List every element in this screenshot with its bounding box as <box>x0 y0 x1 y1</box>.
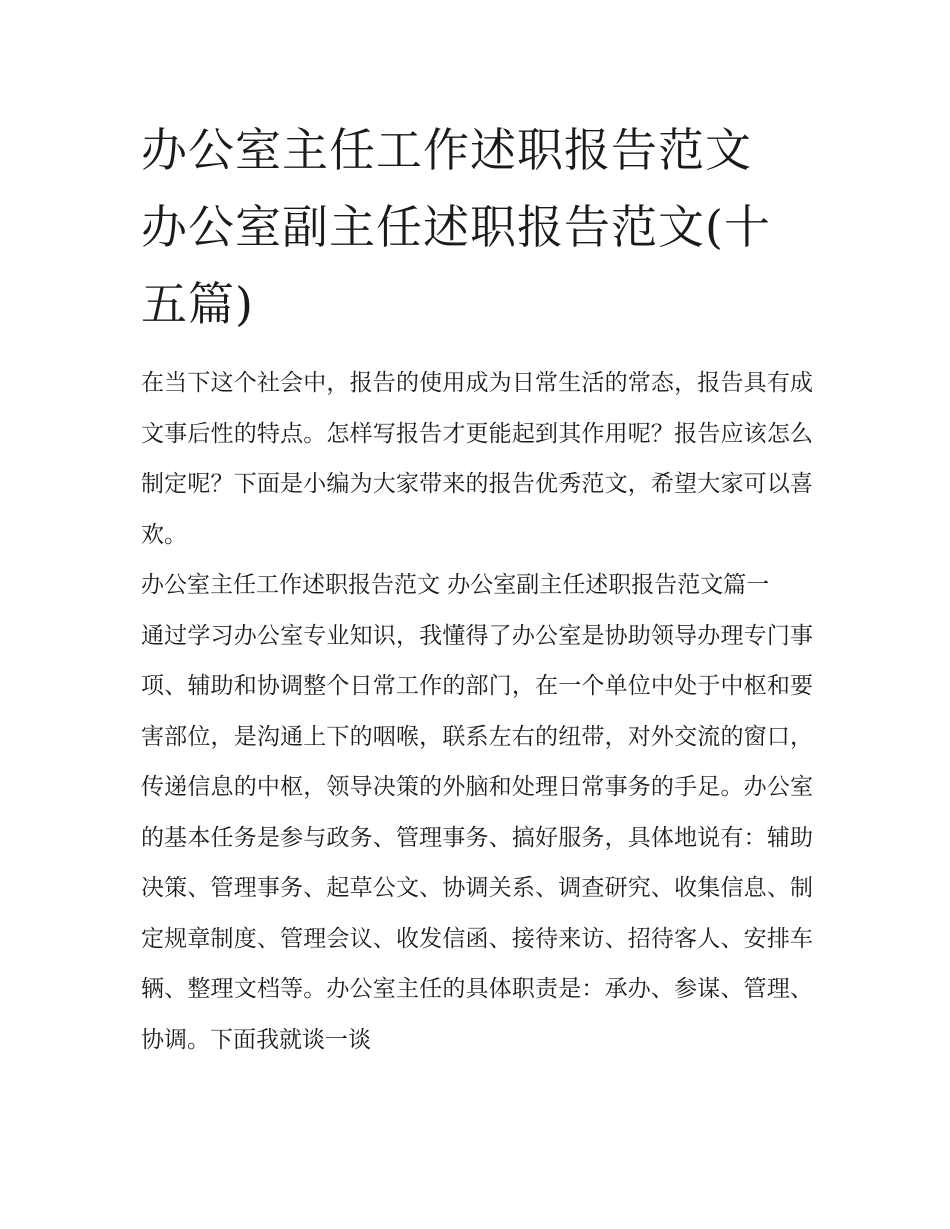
body-paragraph: 通过学习办公室专业知识，我懂得了办公室是协助领导办理专门事项、辅助和协调整个日常工作的部门，在一个单位中处于中枢和要害部位，是沟通上下的咽喉，联系左右的纽带，对外交流的窗口，传递信息的中枢，领导决策的外脑和处理日常事务的手足。办公室的基本任务是参与政务、管理事务、搞好服务，具体地说有：辅助决策、管理事务、起草公文、协调关系、调查研究、收集信息、制定规章制度、管理会议、收发信函、接待来访、招待客人、安排车辆、整理文档等。办公室主任的具体职责是：承办、参谋、管理、协调。下面我就谈一谈 <box>141 622 813 1053</box>
intro-paragraph: 在当下这个社会中，报告的使用成为日常生活的常态，报告具有成文事后性的特点。怎样写报告才更能起到其作用呢？报告应该怎么制定呢？下面是小编为大家带来的报告优秀范文，希望大家可以喜欢。 <box>141 370 813 548</box>
document-page <box>141 112 813 1065</box>
section-heading: 办公室主任工作述职报告范文 办公室副主任述职报告范文篇一 <box>141 572 770 598</box>
document-title: 办公室主任工作述职报告范文 办公室副主任述职报告范文(十五篇) <box>141 123 771 331</box>
